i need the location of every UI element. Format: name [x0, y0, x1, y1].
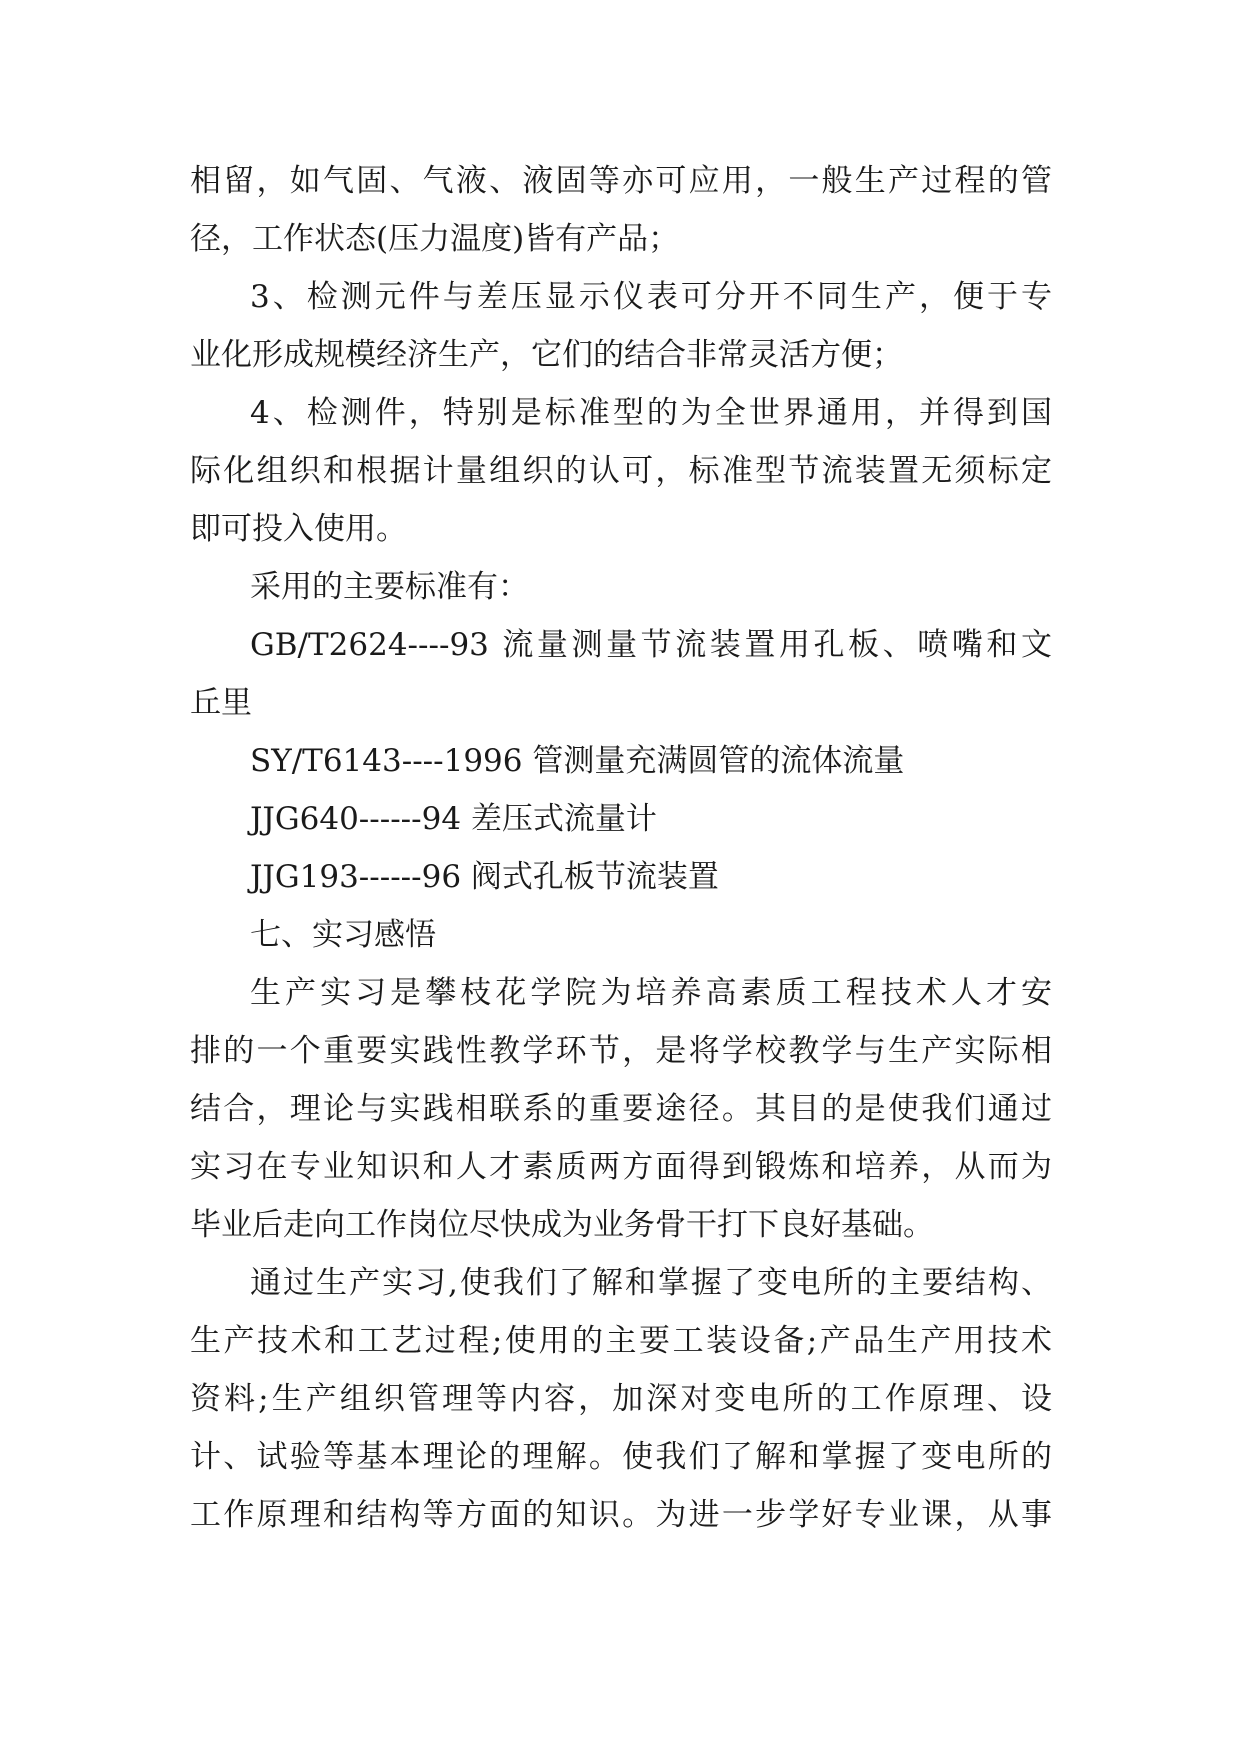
- paragraph-line: 毕业后走向工作岗位尽快成为业务骨干打下良好基础。: [190, 1207, 934, 1243]
- paragraph-line: 3、检测元件与差压显示仪表可分开不同生产，便于专: [250, 279, 1052, 315]
- standard-item: JJG193------96 阀式孔板节流装置: [250, 859, 719, 895]
- standards-intro: 采用的主要标准有：: [250, 569, 529, 605]
- section-heading: 七、实习感悟: [250, 917, 436, 953]
- paragraph-line: 生产技术和工艺过程;使用的主要工装设备;产品生产用技术: [190, 1323, 1052, 1359]
- paragraph-line: 计、试验等基本理论的理解。使我们了解和掌握了变电所的: [190, 1439, 1052, 1475]
- paragraph-line: 实习在专业知识和人才素质两方面得到锻炼和培养，从而为: [190, 1149, 1052, 1185]
- paragraph-line: 业化形成规模经济生产，它们的结合非常灵活方便；: [190, 337, 903, 373]
- paragraph-line: 结合，理论与实践相联系的重要途径。其目的是使我们通过: [190, 1091, 1052, 1127]
- standard-item: JJG640------94 差压式流量计: [250, 801, 657, 837]
- paragraph-line: 资料;生产组织管理等内容，加深对变电所的工作原理、设: [190, 1381, 1052, 1417]
- paragraph-line: 通过生产实习,使我们了解和掌握了变电所的主要结构、: [250, 1265, 1052, 1301]
- paragraph-line: 生产实习是攀枝花学院为培养高素质工程技术人才安: [250, 975, 1052, 1011]
- standard-item: SY/T6143----1996 管测量充满圆管的流体流量: [250, 743, 905, 779]
- paragraph-line: 径，工作状态(压力温度)皆有产品；: [190, 221, 680, 257]
- standard-item: GB/T2624----93 流量测量节流装置用孔板、喷嘴和文: [250, 627, 1052, 663]
- standard-item: 丘里: [190, 685, 252, 721]
- paragraph-line: 工作原理和结构等方面的知识。为进一步学好专业课，从事: [190, 1497, 1052, 1533]
- paragraph-line: 相留，如气固、气液、液固等亦可应用，一般生产过程的管: [190, 163, 1052, 199]
- paragraph-line: 即可投入使用。: [190, 511, 407, 547]
- paragraph-line: 排的一个重要实践性教学环节，是将学校教学与生产实际相: [190, 1033, 1052, 1069]
- paragraph-line: 际化组织和根据计量组织的认可，标准型节流装置无须标定: [190, 453, 1052, 489]
- paragraph-line: 4、检测件，特别是标准型的为全世界通用，并得到国: [250, 395, 1052, 431]
